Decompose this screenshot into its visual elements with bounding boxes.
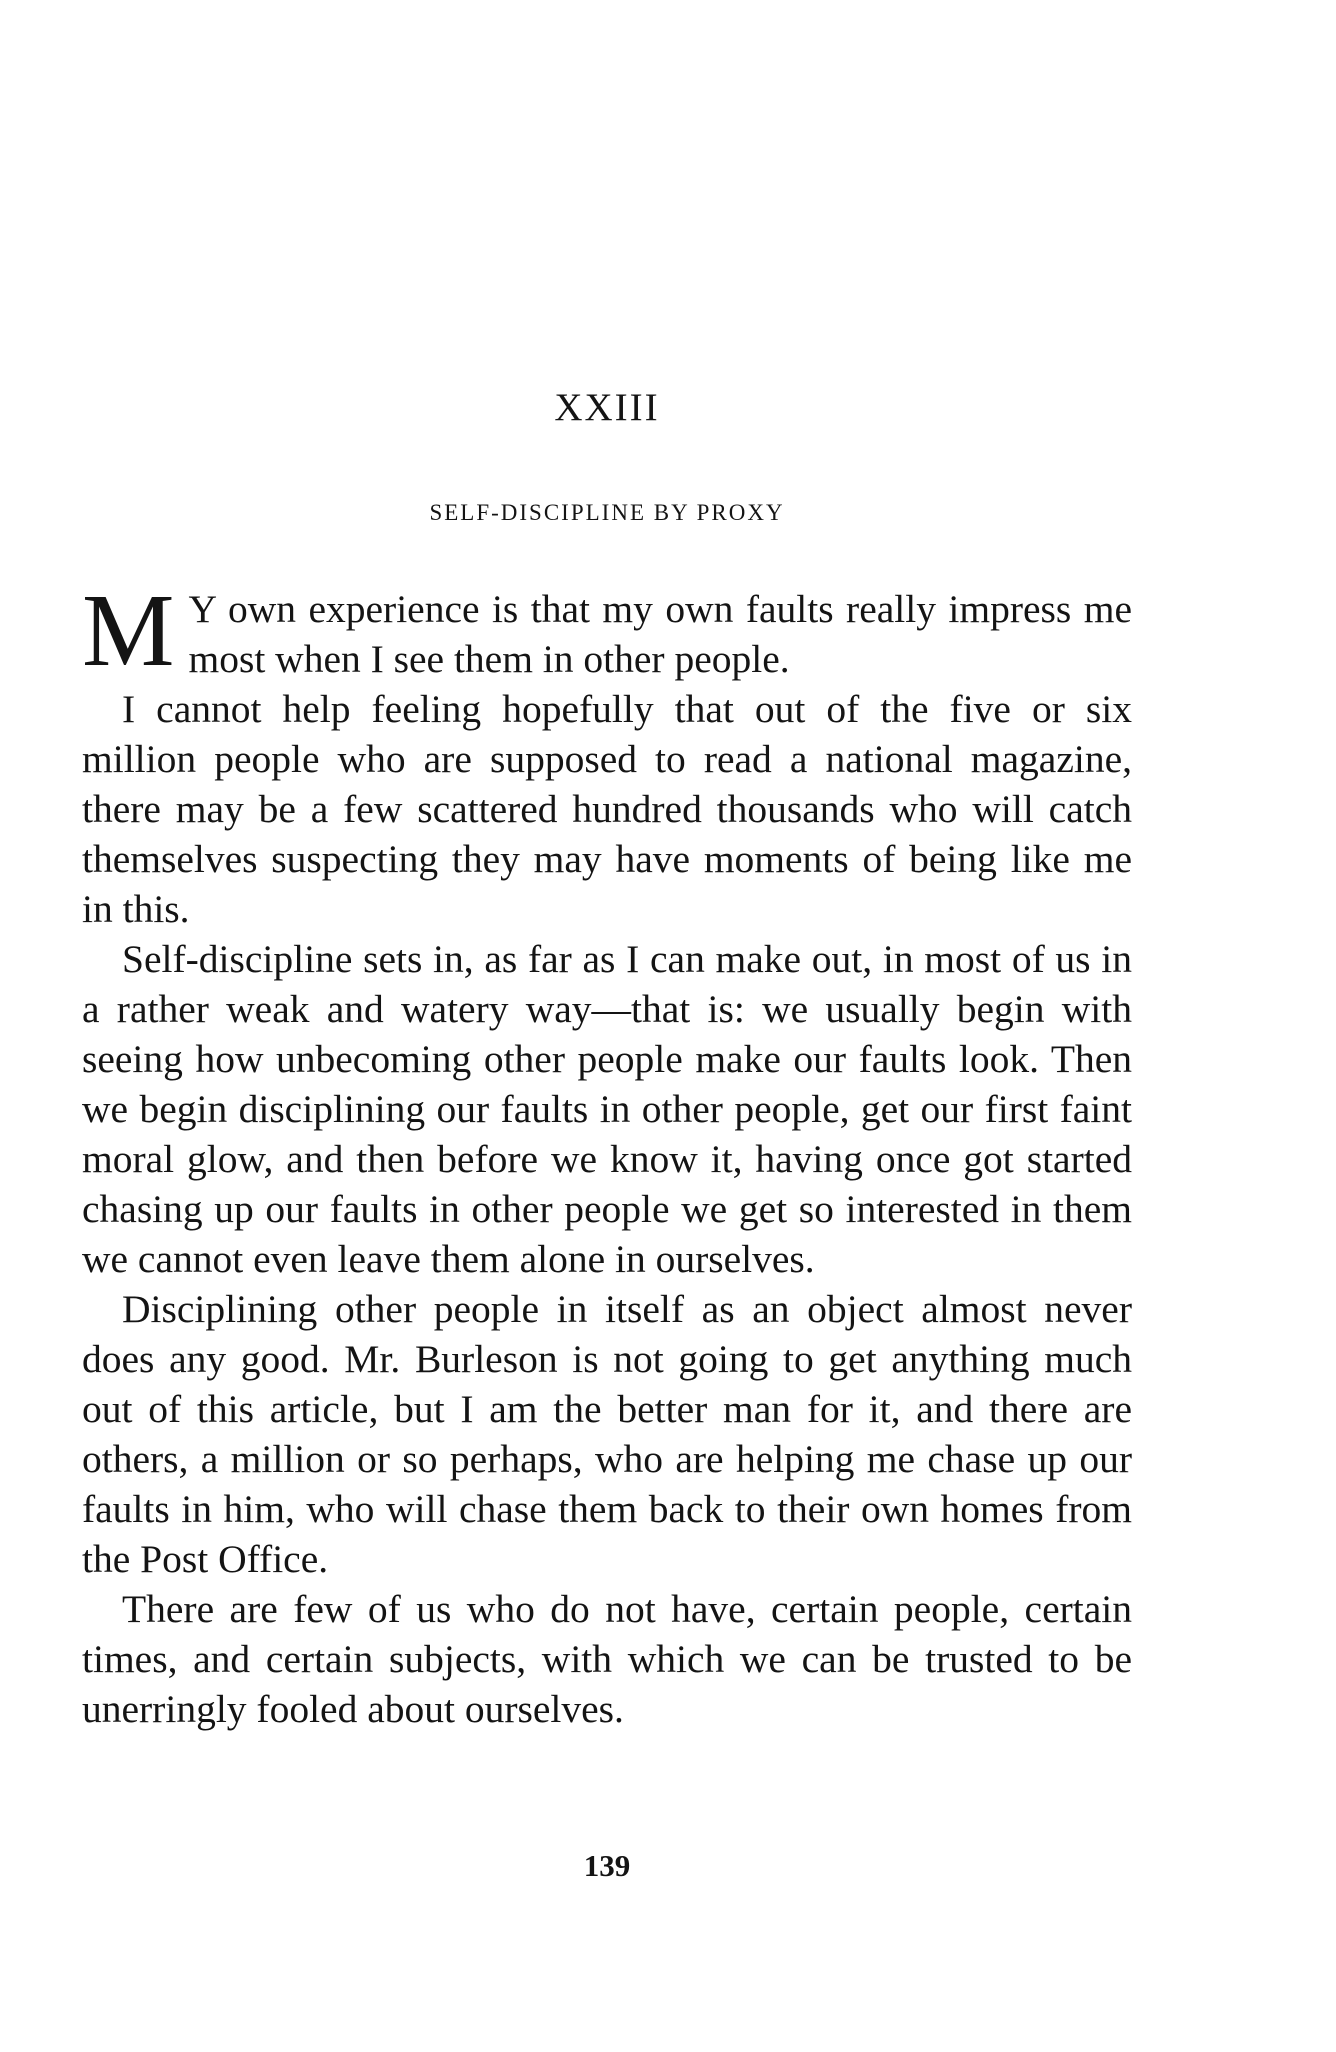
paragraph-4: Disciplining other people in itself as an object almost never does any good. Mr. Burleson is not going to get anything much out of this article, but I am the better man for it, and there are others, a million or so perhaps, who are helping me chase up our faults in him, who will chase them back to their own homes from the Post Office. xyxy=(82,1287,1132,1581)
paragraph-3: Self-discipline sets in, as far as I can make out, in most of us in a rather weak and watery way—that is: we usually begin with seeing how unbecoming other people make our faults look. Then we begin disciplining our faults in other people, get our first faint moral glow, and then before we know it, having once got started chasing up our faults in other people we get so interested in them we cannot even leave them alone in ourselves. xyxy=(82,937,1132,1281)
paragraph-1-text: Y own experience is that my own faults really impress me most when I see them in other people. xyxy=(188,587,1132,681)
chapter-body xyxy=(82,573,1132,1734)
chapter-title: SELF-DISCIPLINE BY PROXY xyxy=(429,500,785,525)
paragraph-2: I cannot help feeling hopefully that out of the five or six million people who are supposed to read a national magazine, there may be a few scattered hundred thousands who will catch themselves suspecting they may have moments of being like me in this. xyxy=(82,687,1132,931)
paragraph-1 xyxy=(82,573,1132,688)
book-page xyxy=(82,0,1132,2052)
paragraph-5: There are few of us who do not have, certain people, certain times, and certain subjects, with which we can be trusted to be unerringly fooled about ourselves. xyxy=(82,1587,1132,1731)
chapter-number: XXIII xyxy=(554,386,660,429)
page-number: 139 xyxy=(583,1848,631,1883)
drop-cap: M xyxy=(82,573,175,688)
